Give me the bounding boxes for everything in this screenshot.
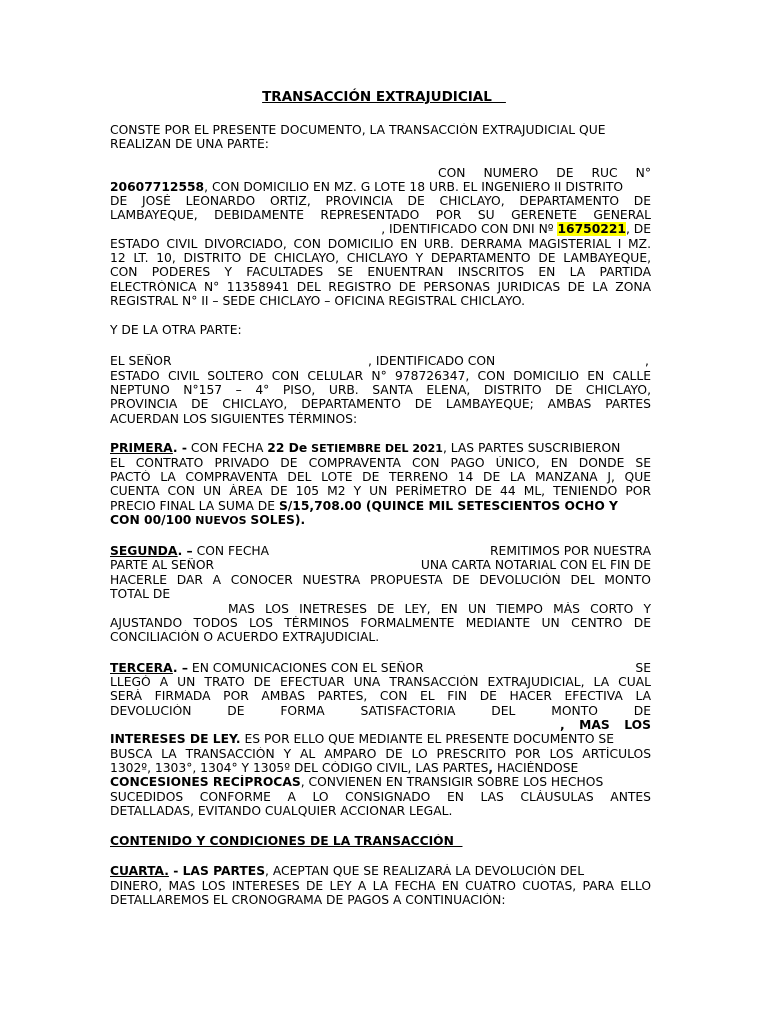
clause-segunda-line-1b: REMITIMOS POR NUESTRA bbox=[490, 544, 651, 558]
clause-primera-line-2: EL CONTRATO PRIVADO DE COMPRAVENTA CON PAGO ÚNICO, EN DONDE SE bbox=[110, 456, 651, 470]
party2-line-4: PROVINCIA DE CHICLAYO, DEPARTAMENTO DE LAMBAYEQUE; AMBAS PARTES bbox=[110, 397, 651, 411]
clause-label-primera: PRIMERA bbox=[110, 441, 173, 455]
party1-line-4: LAMBAYEQUE, DEBIDAMENTE REPRESENTADO POR SU GERENETE GENERAL bbox=[110, 208, 651, 222]
dni-number-highlighted: 16750221 bbox=[557, 222, 626, 236]
clause-tercera-line-2: LLEGÓ A UN TRATO DE EFECTUAR UNA TRANSACCIÓN EXTRAJUDICIAL, LA CUAL bbox=[110, 675, 651, 689]
clause-cuarta-line-3: DETALLAREMOS EL CRONOGRAMA DE PAGOS A CONTINUACIÓN: bbox=[110, 893, 506, 907]
document-title: TRANSACCIÓN EXTRAJUDICIAL bbox=[262, 89, 506, 105]
clause-tercera-line-8: 1302º, 1303°, 1304° Y 1305º DEL CÓDIGO CIVIL, LAS PARTES, HACIÉNDOSE bbox=[110, 761, 579, 775]
clause-cuarta-line-2: DINERO, MAS LOS INTERESES DE LEY A LA FECHA EN CUATRO CUOTAS, PARA ELLO bbox=[110, 879, 651, 893]
clause-segunda-line-3: HACERLE DAR A CONOCER NUESTRA PROPUESTA DE DEVOLUCIÓN DEL MONTO bbox=[110, 573, 651, 587]
clause-cuarta-line-1: CUARTA. - LAS PARTES, ACEPTAN QUE SE REALIZARÁ LA DEVOLUCIÓN DEL bbox=[110, 864, 585, 878]
clause-tercera-line-3: SERÁ FIRMADA POR AMBAS PARTES, CON EL FIN DE HACER EFECTIVA LA bbox=[110, 689, 651, 703]
clause-segunda-line-2a: PARTE AL SEÑOR bbox=[110, 558, 215, 572]
party1-line-10: REGISTRAL N° II – SEDE CHICLAYO – OFICINA REGISTRAL CHICLAYO. bbox=[110, 294, 526, 308]
intro-line-2: REALIZAN DE UNA PARTE: bbox=[110, 137, 269, 151]
clause-segunda-line-6: AJUSTANDO TODOS LOS TÉRMINOS FORMALMENTE MEDIANTE UN CENTRO DE bbox=[110, 616, 651, 630]
clause-tercera-line-10: SUCEDIDOS CONFORME A LO CONSIGNADO EN LAS CLÁUSULAS ANTES bbox=[110, 790, 651, 804]
party1-line-2: 20607712558, CON DOMICILIO EN MZ. G LOTE 18 URB. EL INGENIERO II DISTRITO bbox=[110, 180, 624, 194]
party1-line-5: , IDENTIFICADO CON DNI Nº 16750221, DE bbox=[381, 222, 651, 236]
party2-line-5: ACUERDAN LOS SIGUIENTES TÉRMINOS: bbox=[110, 412, 358, 426]
clause-segunda-line-4: TOTAL DE bbox=[110, 587, 171, 601]
party2-line-1a: EL SEÑOR bbox=[110, 354, 172, 368]
clause-primera-line-3: PACTÓ LA COMPRAVENTA DEL LOTE DE TERRENO 14 DE LA MANZANA J, QUE bbox=[110, 470, 651, 484]
clause-tercera-line-5: , MAS LOS bbox=[560, 718, 651, 732]
party1-ruc-lead: CON NUMERO DE RUC N° bbox=[438, 166, 651, 180]
party1-line-6: ESTADO CIVIL DIVORCIADO, CON DOMICILIO EN URB. DERRAMA MAGISTERIAL I MZ. bbox=[110, 237, 651, 251]
clause-label-cuarta: CUARTA. bbox=[110, 864, 169, 878]
clause-segunda-line-2b: UNA CARTA NOTARIAL CON EL FIN DE bbox=[420, 558, 651, 572]
clause-segunda-line-5: MAS LOS INETRESES DE LEY, EN UN TIEMPO MÁS CORTO Y bbox=[228, 602, 651, 616]
party1-line-9: ELECTRÓNICA N° 11358941 DEL REGISTRO DE PERSONAS JURIDICAS DE LA ZONA bbox=[110, 280, 651, 294]
clause-primera-line-5: PRECIO FINAL LA SUMA DE S/15,708.00 (QUINCE MIL SETESCIENTOS OCHO Y bbox=[110, 499, 618, 513]
other-party-heading: Y DE LA OTRA PARTE: bbox=[110, 323, 242, 337]
clause-tercera-line-1b: SE bbox=[635, 661, 651, 675]
ruc-number: 20607712558 bbox=[110, 180, 205, 194]
clause-primera-line-1: PRIMERA. - CON FECHA 22 De SETIEMBRE DEL 2021, LAS PARTES SUSCRIBIERON bbox=[110, 441, 621, 455]
party2-line-1b: , IDENTIFICADO CON bbox=[368, 354, 496, 368]
contenido-heading: CONTENIDO Y CONDICIONES DE LA TRANSACCIÓN bbox=[110, 834, 463, 848]
clause-primera-line-4: CUENTA CON UN ÁREA DE 105 M2 Y UN PERÍMETRO DE 44 ML, TENIENDO POR bbox=[110, 484, 651, 498]
party2-line-2: ESTADO CIVIL SOLTERO CON CELULAR N° 978726347, CON DOMICILIO EN CALLE bbox=[110, 369, 651, 383]
party2-line-3: NEPTUNO N°157 – 4° PISO, URB. SANTA ELENA, DISTRITO DE CHICLAYO, bbox=[110, 383, 651, 397]
party1-line-3: DE JOSÉ LEONARDO ORTIZ, PROVINCIA DE CHICLAYO, DEPARTAMENTO DE bbox=[110, 194, 651, 208]
clause-label-tercera: TERCERA bbox=[110, 661, 173, 675]
clause-segunda-line-1a: SEGUNDA. – CON FECHA bbox=[110, 544, 270, 558]
party1-line-7: 12 LT. 10, DISTRITO DE CHICLAYO, CHICLAYO Y DEPARTAMENTO DE LAMBAYEQUE, bbox=[110, 251, 651, 265]
clause-tercera-line-7: BUSCA LA TRANSACCIÓN Y AL AMPARO DE LO PRESCRITO POR LOS ARTÍCULOS bbox=[110, 747, 651, 761]
clause-segunda-line-7: CONCILIACIÓN O ACUERDO EXTRAJUDICIAL. bbox=[110, 630, 380, 644]
clause-tercera-line-1a: TERCERA. – EN COMUNICACIONES CON EL SEÑOR bbox=[110, 661, 424, 675]
clause-tercera-line-6: INTERESES DE LEY. ES POR ELLO QUE MEDIANTE EL PRESENTE DOCUMENTO SE bbox=[110, 732, 614, 746]
intro-line-1: CONSTE POR EL PRESENTE DOCUMENTO, LA TRANSACCIÓN EXTRAJUDICIAL QUE bbox=[110, 123, 606, 137]
party2-line-1c: , bbox=[645, 354, 649, 368]
clause-primera-line-6: CON 00/100 NUEVOS SOLES). bbox=[110, 513, 306, 527]
price-amount: S/15,708.00 (QUINCE MIL SETESCIENTOS OCHO Y bbox=[278, 499, 618, 513]
clause-tercera-line-9: CONCESIONES RECÍPROCAS, CONVIENEN EN TRANSIGIR SOBRE LOS HECHOS bbox=[110, 775, 604, 789]
clause-tercera-line-11: DETALLADAS, EVITANDO CUALQUIER ACCIONAR LEGAL. bbox=[110, 804, 453, 818]
clause-label-segunda: SEGUNDA bbox=[110, 544, 178, 558]
party1-line-8: CON PODERES Y FACULTADES SE ENUENTRAN INSCRITOS EN LA PARTIDA bbox=[110, 265, 651, 279]
clause-tercera-line-4: DEVOLUCIÓN DE FORMA SATISFACTORIA DEL MONTO DE bbox=[110, 704, 651, 718]
